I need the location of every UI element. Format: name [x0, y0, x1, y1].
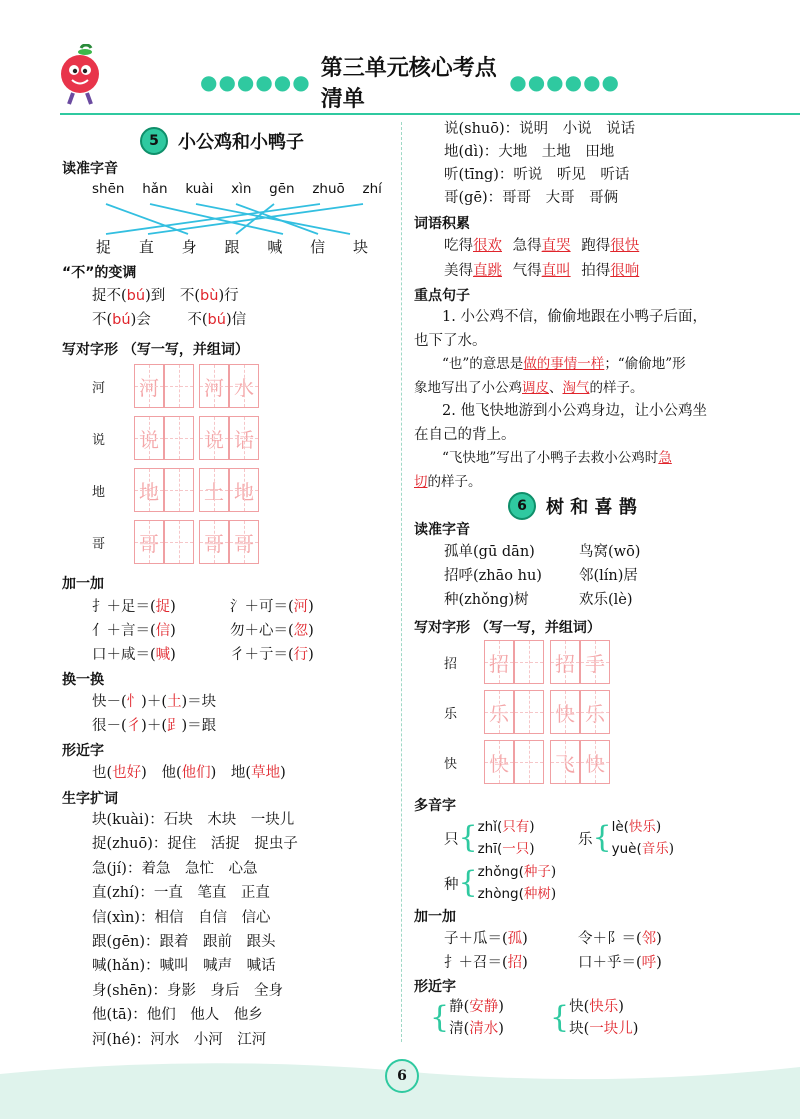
pinyin: xìn — [231, 181, 252, 197]
title-text: 第三单元核心考点清单 — [320, 56, 497, 112]
pinyin: zhí — [362, 181, 382, 197]
text: )信 — [225, 312, 247, 328]
read-row — [444, 564, 640, 588]
l5-swap-heading: 换一换 — [62, 672, 104, 688]
note-2b — [414, 471, 744, 495]
text: 不( — [92, 312, 113, 328]
text: zhǒng( — [477, 864, 524, 880]
words-row — [444, 259, 639, 284]
text: ) — [141, 765, 147, 781]
poly-zhong — [444, 861, 556, 905]
l6-similar-right: { 快(快乐) 块(一块儿) — [550, 999, 639, 1037]
list-item: 河(hé)：河水 小河 江河 — [92, 1031, 267, 1048]
l5-similar-heading: 形近字 — [62, 743, 104, 759]
grid-cell: 招 — [550, 640, 580, 684]
write-row — [92, 414, 259, 462]
answer: 喊 — [155, 647, 171, 663]
answer: 𧾷 — [167, 718, 182, 734]
write-label: 乐 — [444, 706, 458, 722]
grid-cell — [164, 468, 194, 512]
l6-similar-left: { 静(安静) 清(清水) — [430, 999, 504, 1037]
l5-similar-row — [92, 761, 286, 782]
sentence-1b: 也下了水。 — [414, 332, 487, 349]
answer: 他们 — [181, 765, 211, 781]
list-item: 急(jí)：着急 急忙 心急 — [92, 860, 258, 877]
write-row — [444, 739, 610, 785]
poly-le — [578, 816, 674, 860]
grid-cell: 河 — [199, 364, 229, 408]
r-expand-list — [444, 118, 635, 210]
text: 欢乐(lè) — [579, 592, 633, 608]
text: 招呼(zhāo hu) — [444, 568, 542, 584]
matching-lines — [88, 200, 388, 238]
text: )＝块 — [181, 694, 217, 710]
text: ) — [550, 886, 557, 902]
text: 拍得 — [581, 263, 611, 279]
l6-write-grid — [444, 639, 610, 785]
answer: 音乐 — [641, 841, 669, 857]
l5-swap-block — [92, 690, 216, 738]
lesson5-number: 5 — [140, 127, 168, 155]
add-row: 口＋咸＝(喊) 彳＋亍＝(行) — [92, 647, 314, 663]
add-row: 子＋瓜＝(孤) 令＋阝＝(邻) — [444, 931, 662, 947]
add-row: 扌＋足＝(捉) 氵＋可＝(河) — [92, 599, 314, 615]
grid-cell: 飞 — [550, 740, 580, 784]
list-item: 他(tā)：他们 他人 他乡 — [92, 1007, 263, 1024]
text: 不( — [179, 288, 201, 304]
answer: 一块儿 — [589, 1021, 633, 1037]
text: 吃得 — [444, 238, 473, 254]
text: 扌＋召＝( — [444, 955, 508, 971]
list-item: 信(xìn)：相信 自信 信心 — [92, 909, 271, 926]
list-item: 跟(gēn)：跟着 跟前 跟头 — [92, 934, 276, 951]
grid-cell: 招 — [484, 640, 514, 684]
text: 跑得 — [581, 238, 611, 254]
l5-expand-heading: 生字扩词 — [62, 791, 118, 807]
text: zhòng( — [477, 886, 524, 902]
text: ) — [529, 819, 535, 835]
write-row — [444, 689, 610, 735]
lesson6-heading — [508, 492, 637, 520]
text: ) — [280, 765, 286, 781]
text: 捉不( — [92, 288, 127, 304]
list-item: 地(dì)：大地 土地 田地 — [444, 144, 615, 160]
pinyin: gēn — [269, 181, 295, 197]
char: 喊 — [267, 238, 283, 256]
brace-icon: { — [430, 1000, 450, 1035]
l5-char-row — [96, 236, 368, 257]
answer: 忽 — [293, 623, 309, 639]
char: 直 — [138, 238, 154, 256]
grid-cell: 哥 — [134, 520, 164, 564]
l6-add-block — [444, 927, 662, 975]
write-row — [92, 362, 259, 410]
answer: 彳 — [126, 718, 142, 734]
answer: 急 — [658, 450, 672, 466]
lesson6-title: 树 和 喜 鹊 — [546, 497, 637, 518]
text: yuè( — [611, 841, 642, 857]
brace-icon: { — [458, 865, 478, 900]
text: 地( — [230, 765, 252, 781]
list-item: 身(shēn)：身影 身后 全身 — [92, 982, 284, 999]
grid-cell: 手 — [580, 640, 610, 684]
text: )会 — [130, 312, 151, 328]
page-number: 6 — [385, 1059, 419, 1093]
add-row: 扌＋召＝(招) 口＋乎＝(呼) — [444, 955, 662, 971]
l6-poly-heading: 多音字 — [414, 798, 456, 814]
list-item: 说(shuō)：说明 小说 说话 — [444, 121, 636, 137]
r-key-block — [414, 306, 744, 494]
answer: 一只 — [502, 841, 530, 857]
answer: 信 — [155, 623, 171, 639]
l5-read-heading: 读准字音 — [62, 161, 118, 177]
text: 种(zhǒng)树 — [444, 592, 529, 608]
list-item: 听(tīng)：听说 听见 听话 — [444, 167, 630, 183]
text: 快－( — [92, 694, 127, 710]
sentence-2b: 在自己的背上。 — [414, 426, 516, 443]
text: 很－( — [92, 718, 127, 734]
text: )＝跟 — [181, 718, 217, 734]
add-row: 亻＋言＝(信) 勿＋心＝(忽) — [92, 623, 314, 639]
grid-cell — [164, 364, 194, 408]
note-1b — [414, 377, 744, 401]
answer: 捉 — [155, 599, 171, 615]
answer: 孤 — [507, 931, 523, 947]
l5-expand-list — [92, 808, 298, 1052]
l5-bu-heading: “不”的变调 — [62, 265, 137, 281]
grid-cell — [164, 520, 194, 564]
answer: 快乐 — [628, 819, 656, 835]
text: )＋( — [141, 718, 167, 734]
grid-cell: 话 — [229, 416, 259, 460]
r-key-heading: 重点句子 — [414, 288, 470, 304]
answer: bù — [200, 288, 219, 304]
answer: 很欢 — [473, 238, 502, 254]
l5-add-block — [92, 595, 314, 667]
grid-cell: 水 — [229, 364, 259, 408]
lesson5-heading — [140, 127, 304, 155]
brace-icon: { — [592, 820, 612, 855]
poly-zhi — [444, 816, 535, 860]
write-label: 河 — [92, 380, 106, 396]
text: 口＋乎＝( — [578, 955, 642, 971]
text: 不( — [187, 312, 208, 328]
answer: 清水 — [469, 1021, 499, 1037]
text: zhī( — [477, 841, 503, 857]
answer: 直哭 — [541, 238, 571, 254]
text: 的样子。 — [589, 379, 644, 396]
text: 的样子。 — [427, 473, 482, 490]
page-title — [200, 56, 620, 112]
write-label: 地 — [92, 484, 106, 500]
text: 邻(lín)居 — [579, 568, 638, 584]
list-item: 直(zhí)：一直 笔直 正直 — [92, 885, 270, 902]
grid-cell: 地 — [134, 468, 164, 512]
write-row — [444, 639, 610, 685]
grid-cell: 哥 — [229, 520, 259, 564]
text: ；“偷偷地”形 — [604, 356, 686, 372]
l6-similar-heading: 形近字 — [414, 979, 456, 995]
write-label: 快 — [444, 756, 458, 772]
answer: 快乐 — [589, 999, 619, 1015]
l5-bu-row-2 — [92, 308, 246, 329]
poly-char: 种 — [444, 876, 459, 893]
swap-row — [92, 714, 216, 738]
text: 急得 — [512, 238, 542, 254]
grid-cell: 快 — [484, 740, 514, 784]
answer: 安静 — [469, 999, 499, 1015]
text: “也”的意思是 — [442, 356, 524, 372]
answer: 行 — [293, 647, 309, 663]
text: 彳＋亍＝( — [230, 647, 294, 663]
header-rule — [60, 113, 800, 115]
answer: 直跳 — [473, 263, 502, 279]
text: 亻＋言＝( — [92, 623, 156, 639]
char: 捉 — [96, 238, 112, 256]
text: 美得 — [444, 263, 473, 279]
text: 静( — [449, 999, 470, 1015]
char: 身 — [181, 238, 197, 256]
grid-cell: 乐 — [484, 690, 514, 734]
grid-cell: 说 — [199, 416, 229, 460]
poly-char: 乐 — [578, 831, 593, 848]
l6-read-heading: 读准字音 — [414, 522, 470, 538]
answer: 种子 — [523, 864, 551, 880]
text: 扌＋足＝( — [92, 599, 156, 615]
answer: 忄 — [126, 694, 142, 710]
text: 口＋咸＝( — [92, 647, 156, 663]
answer: 邻 — [641, 931, 657, 947]
write-label: 招 — [444, 656, 458, 672]
text: ) — [210, 765, 217, 781]
answer: bú — [207, 312, 226, 328]
l6-add-heading: 加一加 — [414, 909, 456, 925]
grid-cell: 快 — [550, 690, 580, 734]
grid-cell — [514, 740, 544, 784]
text: ) — [550, 864, 557, 880]
brace-icon: { — [458, 820, 478, 855]
sentence-2: 2. 他飞快地游到小公鸡身边，让小公鸡坐 — [442, 403, 707, 419]
read-row — [444, 540, 640, 564]
write-label: 哥 — [92, 536, 106, 552]
text: )＋( — [141, 694, 167, 710]
char: 信 — [310, 238, 326, 256]
text: 孤单(gū dān) — [444, 544, 535, 560]
list-item: 喊(hǎn)：喊叫 喊声 喊话 — [92, 958, 276, 975]
text: ) — [655, 819, 662, 835]
text: 、 — [549, 379, 563, 396]
r-words-heading: 词语积累 — [414, 216, 470, 232]
answer: 调皮 — [522, 379, 549, 396]
title-dots-right: ●●●●●● — [509, 70, 620, 94]
answer: 只有 — [502, 819, 530, 835]
text: ) — [668, 841, 674, 857]
grid-cell — [514, 690, 544, 734]
text: “飞快地”写出了小鸭子去救小公鸡时 — [442, 450, 659, 466]
text: )到 — [145, 288, 166, 304]
list-item: 捉(zhuō)：捉住 活捉 捉虫子 — [92, 836, 298, 853]
write-row — [92, 518, 259, 566]
text: zhǐ( — [477, 819, 503, 835]
l6-read-block — [444, 540, 640, 612]
grid-cell: 地 — [229, 468, 259, 512]
text: 清( — [449, 1021, 470, 1037]
words-row — [444, 234, 639, 259]
grid-cell: 说 — [134, 416, 164, 460]
answer: 呼 — [641, 955, 657, 971]
answer: 切 — [414, 473, 428, 490]
text: 他( — [161, 765, 182, 781]
l5-write-heading: 写对字形 （写一写，并组词） — [62, 342, 249, 358]
text: 氵＋可＝( — [230, 599, 294, 615]
text: 象地写出了小公鸡 — [414, 379, 522, 396]
answer: 直叫 — [541, 263, 571, 279]
answer: 淘气 — [562, 379, 590, 396]
apple-mascot-icon — [55, 44, 105, 106]
answer: 很响 — [610, 263, 640, 279]
answer: bú — [126, 288, 146, 304]
note-2 — [414, 447, 744, 471]
answer: 河 — [293, 599, 309, 615]
text: lè( — [611, 819, 629, 835]
list-item: 哥(gē)：哥哥 大哥 哥俩 — [444, 190, 619, 206]
sentence-1: 1. 小公鸡不信，偷偷地跟在小鸭子后面， — [442, 309, 707, 325]
brace-icon: { — [550, 1000, 570, 1035]
pinyin: kuài — [185, 181, 214, 197]
l6-write-heading: 写对字形 （写一写，并组词） — [414, 620, 601, 636]
pinyin: hǎn — [142, 181, 168, 197]
l5-write-grid — [92, 362, 259, 566]
text: 也( — [92, 765, 113, 781]
answer: 招 — [507, 955, 523, 971]
char: 跟 — [224, 238, 240, 256]
lesson6-number: 6 — [508, 492, 536, 520]
grid-cell: 乐 — [580, 690, 610, 734]
text: 勿＋心＝( — [230, 623, 294, 639]
answer: 很快 — [610, 238, 640, 254]
text: ) — [529, 841, 535, 857]
swap-row — [92, 690, 216, 714]
list-item: 块(kuài)：石块 木块 一块儿 — [92, 812, 295, 828]
poly-char: 只 — [444, 831, 459, 848]
pinyin: zhuō — [312, 181, 345, 197]
text: 鸟窝(wō) — [579, 544, 641, 560]
grid-cell: 河 — [134, 364, 164, 408]
answer: 做的事情一样 — [523, 356, 605, 372]
text: 气得 — [512, 263, 542, 279]
lesson5-title: 小公鸡和小鸭子 — [178, 132, 304, 153]
note-1 — [414, 353, 744, 377]
l5-bu-row-1 — [92, 284, 239, 305]
write-row — [92, 466, 259, 514]
grid-cell — [514, 640, 544, 684]
write-label: 说 — [92, 432, 106, 448]
answer: bú — [112, 312, 131, 328]
grid-cell: 哥 — [199, 520, 229, 564]
r-words-block — [444, 234, 639, 284]
char: 块 — [352, 238, 368, 256]
text: 令＋阝＝( — [578, 931, 642, 947]
pinyin: shēn — [92, 181, 125, 197]
text: )行 — [218, 288, 239, 304]
answer: 也好 — [112, 765, 142, 781]
column-divider — [401, 122, 402, 1042]
grid-cell: 土 — [199, 468, 229, 512]
l5-add-heading: 加一加 — [62, 576, 104, 592]
text: 快( — [569, 999, 590, 1015]
answer: 草地 — [251, 765, 281, 781]
title-dots-left: ●●●●●● — [200, 70, 311, 94]
l5-pinyin-row — [92, 181, 382, 197]
text: 子＋瓜＝( — [444, 931, 508, 947]
grid-cell — [164, 416, 194, 460]
grid-cell: 快 — [580, 740, 610, 784]
answer: 土 — [167, 694, 182, 710]
answer: 种树 — [523, 886, 551, 902]
text: 块( — [569, 1021, 590, 1037]
read-row — [444, 588, 640, 612]
